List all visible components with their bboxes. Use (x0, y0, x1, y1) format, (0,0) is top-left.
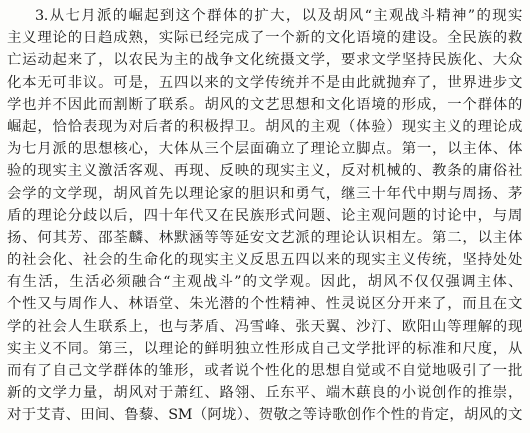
text-line: 新的文学力量，胡风对于萧红、路翎、丘东平、端木蕻良的小说创作的推崇， (7, 385, 522, 402)
text-line: 有生活，生活必须融合“主观战斗”的文学观。因此，胡风不仅仅强调主体、 (7, 274, 522, 291)
text-line: 实主义不同。第三，以理论的鲜明独立性形成自己文学批评的标准和尺度，从 (7, 340, 522, 357)
paragraph-number: 3. (35, 8, 49, 24)
text-line: 崛起，恰恰表现为对后者的积极捍卫。胡风的主观（体验）现实主义的理论成 (7, 118, 522, 135)
text-line: 学也并不因此而割断了联系。胡风的文艺思想和文化语境的形成，一个群体的 (7, 96, 522, 113)
text-line: 个性又与周作人、林语堂、朱光潜的个性精神、性灵说区分开来了，而且在文 (7, 296, 522, 313)
text-line: 为七月派的思想核心，大体从三个层面确立了理论立脚点。第一，以主体、体 (7, 141, 522, 158)
text-line: 的社会化、社会的生命化的现实主义反思五四以来的现实主义传统，坚持处处 (7, 252, 522, 269)
body-paragraph (7, 5, 522, 427)
text-line: 化本无可非议。可是，五四以来的文学传统并不是由此就抛弃了，世界进步文 (7, 74, 522, 91)
text-line: 亡运动起来了，以农民为主的战争文化统摄文学，要求文学坚持民族化、大众 (7, 52, 522, 69)
text-line: 学的社会人生联系上，也与茅盾、冯雪峰、张天翼、沙汀、欧阳山等理解的现 (7, 318, 522, 335)
text-line: 对于艾青、田间、鲁藜、SM（阿垅）、贺敬之等诗歌创作个性的肯定，胡风的文 (7, 407, 522, 424)
text-line: 扬、何其芳、邵荃麟、林默涵等等延安文艺派的理论认识相左。第二，以主体 (7, 229, 522, 246)
text-line: 盾的理论分歧以后，四十年代又在民族形式问题、论主观问题的讨论中，与周 (7, 207, 522, 224)
text-line-content: 从七月派的崛起到这个群体的扩大，以及胡风“主观战斗精神”的现实 (48, 8, 522, 24)
text-line (7, 5, 522, 27)
text-line: 主义理论的日趋成熟，实际已经完成了一个新的文化语境的建设。全民族的救 (7, 30, 522, 47)
text-line: 而有了自己文学群体的雏形，或者说个性化的思想自觉或不自觉地吸引了一批 (7, 363, 522, 379)
text-line: 会学的文学现，胡风首先以理论家的胆识和勇气，继三十年代中期与周扬、茅 (7, 185, 522, 202)
text-line: 验的现实主义激活客观、再现、反映的现实主义，反对机械的、教条的庸俗社 (7, 163, 522, 180)
